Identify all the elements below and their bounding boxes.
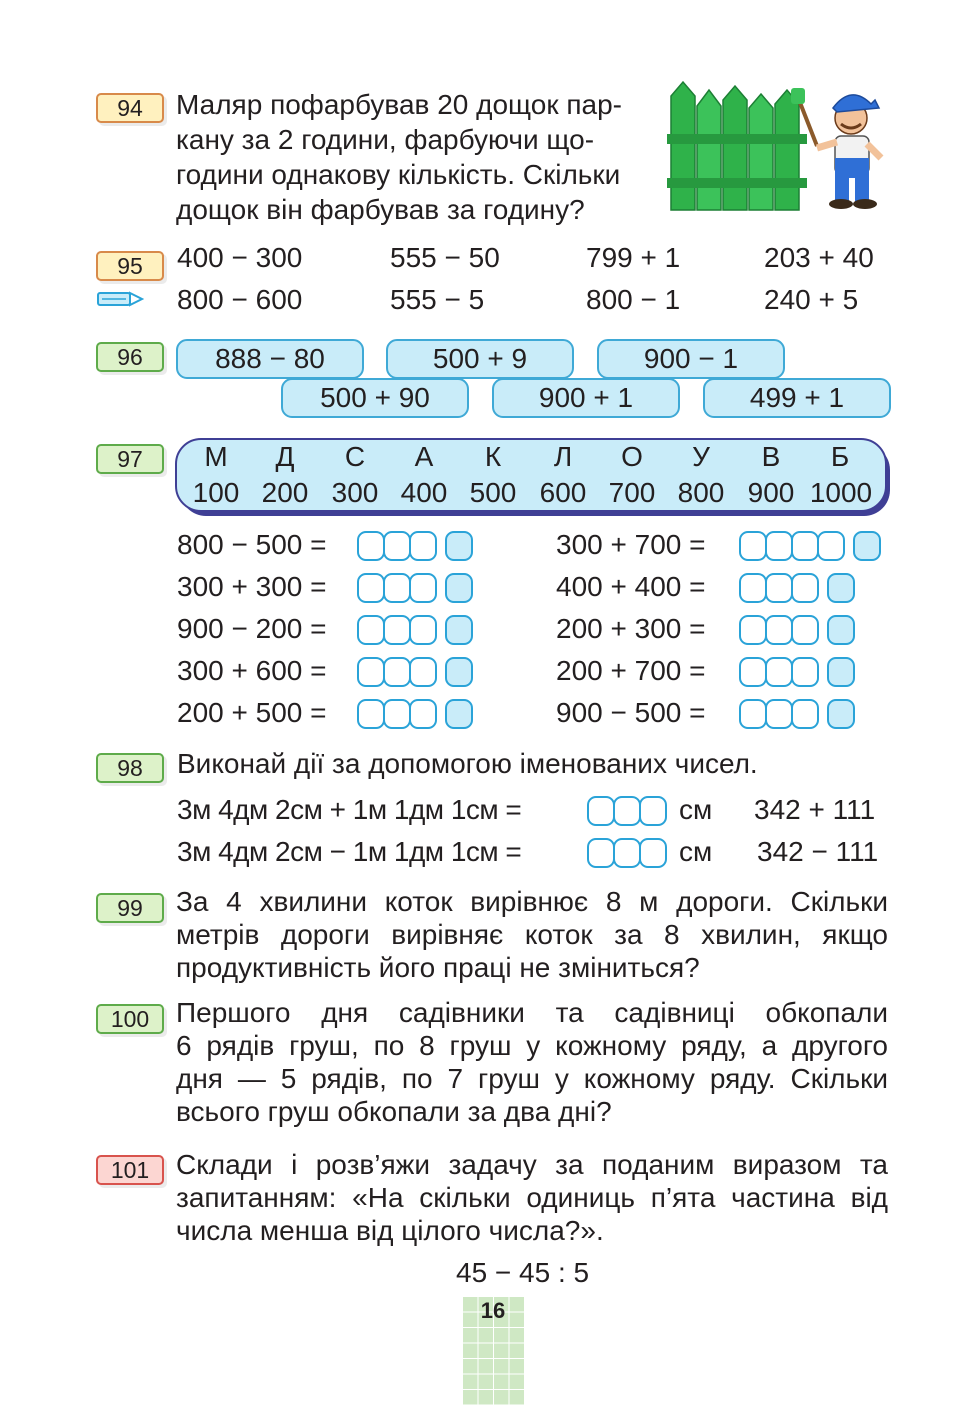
letter-cell[interactable]: [827, 615, 855, 645]
key-number: 900: [747, 477, 795, 508]
digit-cell[interactable]: [409, 615, 437, 645]
digit-cell[interactable]: [739, 699, 767, 729]
letter-cell[interactable]: [445, 573, 473, 603]
task-number-99: 99: [96, 893, 164, 923]
task-number-100: 100: [96, 1004, 164, 1034]
key-letter: Д: [275, 441, 295, 472]
digit-cell[interactable]: [817, 531, 845, 561]
equation-text: 300 + 600 =: [177, 655, 327, 686]
digit-cell[interactable]: [765, 699, 793, 729]
expression: 240 + 5: [764, 284, 859, 315]
digit-cell[interactable]: [765, 573, 793, 603]
answer-cells[interactable]: [357, 699, 473, 729]
task-101-line: числа менша від цілого числа?».: [176, 1215, 604, 1246]
expression-box: 888 − 80: [176, 339, 364, 379]
expression: 555 − 5: [390, 284, 485, 315]
equation-row: [177, 654, 326, 688]
expression: 800 − 1: [586, 284, 681, 315]
digit-cell[interactable]: [765, 615, 793, 645]
digit-cell[interactable]: [357, 615, 385, 645]
digit-cell[interactable]: [357, 699, 385, 729]
digit-cell[interactable]: [739, 531, 767, 561]
task-99-line: метрів дороги вирівняє коток за 8 хвилин, якщо: [176, 919, 888, 950]
expression: 800 − 600: [177, 284, 303, 315]
task-94-line: дощок він фарбував за годину?: [176, 194, 585, 225]
key-number: 400: [400, 477, 448, 508]
task-101-expression: 45 − 45 : 5: [456, 1257, 590, 1288]
task-94-line: кану за 2 години, фарбуючи що-: [176, 124, 595, 155]
painter-fence-illustration: [667, 78, 899, 212]
task-100-text: [176, 996, 888, 1128]
task-101-line: запитанням: «На скільки одиниць п’ята частина від: [176, 1182, 888, 1213]
task-number-98: 98: [96, 753, 164, 783]
digit-cell[interactable]: [639, 796, 667, 826]
equation-text: 200 + 500 =: [177, 697, 327, 728]
task-94-text: [176, 87, 646, 227]
digit-cell[interactable]: [639, 838, 667, 868]
key-letter: У: [692, 441, 710, 472]
task-number-101: 101: [96, 1155, 164, 1185]
expression: 555 − 50: [390, 242, 500, 273]
answer-cells[interactable]: [357, 615, 473, 645]
digit-cell[interactable]: [791, 573, 819, 603]
digit-cell[interactable]: [613, 796, 641, 826]
task-100-line: всього груш обкопали за два дні?: [176, 1096, 612, 1127]
equation-text: 900 − 500 =: [556, 697, 706, 728]
task-number-95: 95: [96, 251, 164, 281]
key-number: 600: [539, 477, 587, 508]
equation-row: [177, 696, 326, 730]
letter-cell[interactable]: [445, 615, 473, 645]
letter-cell[interactable]: [827, 699, 855, 729]
task-99-text: [176, 885, 888, 984]
key-number: 200: [261, 477, 309, 508]
key-number: 800: [677, 477, 725, 508]
task-99-line: продуктивність його праці не зміниться?: [176, 952, 700, 983]
task-number-96: 96: [96, 342, 164, 372]
answer-cells[interactable]: [357, 573, 473, 603]
expression-box: 499 + 1: [703, 378, 891, 418]
named-number-expression: 3м 4дм 2см + 1м 1дм 1см =: [177, 794, 522, 825]
digit-cell[interactable]: [409, 531, 437, 561]
digit-cell[interactable]: [765, 657, 793, 687]
equation-text: 200 + 700 =: [556, 655, 706, 686]
digit-cell[interactable]: [587, 838, 615, 868]
expression: 400 − 300: [177, 242, 303, 273]
task-94-line: години однакову кількість. Скільки: [176, 159, 621, 190]
key-number: 500: [469, 477, 517, 508]
task-number-97: 97: [96, 444, 164, 474]
key-letter: К: [484, 441, 502, 472]
equation-text: 900 − 200 =: [177, 613, 327, 644]
answer-cells[interactable]: [739, 531, 881, 561]
equation-row: [556, 612, 705, 646]
equation-text: 200 + 300 =: [556, 613, 706, 644]
equation-row: [556, 696, 705, 730]
digit-cell[interactable]: [791, 699, 819, 729]
key-letter: М: [204, 441, 228, 472]
digit-cell[interactable]: [409, 573, 437, 603]
task-94-line: Маляр пофарбував 20 дощок пар-: [176, 89, 622, 120]
equation-text: 300 + 700 =: [556, 529, 706, 560]
equation-text: 400 + 400 =: [556, 571, 706, 602]
answer-cells[interactable]: [357, 657, 473, 687]
task-101-text: [176, 1148, 888, 1247]
equation-row: [556, 528, 705, 562]
task-100-line: 6 рядів груш, по 8 груш у кожному ряду, а другого: [176, 1030, 888, 1061]
expression-box: 500 + 90: [281, 378, 469, 418]
unit-label: см: [679, 836, 713, 867]
equation-text: 300 + 300 =: [177, 571, 327, 602]
digit-cell[interactable]: [357, 657, 385, 687]
digit-cell[interactable]: [791, 657, 819, 687]
key-number: 100: [192, 477, 240, 508]
task-100-line: дня — 5 рядів, по 7 груш у кожному ряду. Скільки: [176, 1063, 888, 1094]
equation-row: [177, 570, 326, 604]
task-101-line: Склади і розв’яжи задачу за поданим виразом та: [176, 1149, 888, 1180]
digit-cell[interactable]: [409, 657, 437, 687]
letter-cell[interactable]: [445, 531, 473, 561]
key-letter: А: [414, 441, 434, 472]
task-99-line: За 4 хвилини коток вирівнює 8 м дороги. Скільки: [176, 886, 888, 917]
digit-cell[interactable]: [613, 838, 641, 868]
task-98-title: Виконай дії за допомогою іменованих чисел.: [177, 748, 758, 779]
check-expression: 342 + 111: [754, 794, 876, 825]
answer-cells[interactable]: [587, 838, 667, 868]
digit-cell[interactable]: [765, 531, 793, 561]
page-number: 16: [480, 1298, 506, 1323]
digit-cell[interactable]: [357, 531, 385, 561]
answer-cells[interactable]: [739, 657, 855, 687]
digit-cell[interactable]: [791, 531, 819, 561]
digit-cell[interactable]: [357, 573, 385, 603]
letter-cell[interactable]: [445, 657, 473, 687]
digit-cell[interactable]: [739, 657, 767, 687]
equation-row: [556, 654, 705, 688]
pencil-icon: [96, 290, 144, 308]
key-letter: В: [761, 441, 781, 472]
key-number: 300: [331, 477, 379, 508]
key-letter: Л: [553, 441, 573, 472]
expression: 203 + 40: [764, 242, 874, 273]
digit-cell[interactable]: [409, 699, 437, 729]
equation-row: [556, 570, 705, 604]
task-100-line: Першого дня садівники та садівниці обкопали: [176, 997, 888, 1028]
digit-cell[interactable]: [383, 699, 411, 729]
key-letter: О: [621, 441, 643, 472]
equation-text: 800 − 500 =: [177, 529, 327, 560]
equation-row: [177, 612, 326, 646]
key-number: 700: [608, 477, 656, 508]
expression-box: 500 + 9: [386, 339, 574, 379]
expression-box: 900 − 1: [597, 339, 785, 379]
answer-cells[interactable]: [739, 615, 855, 645]
equation-row: [177, 528, 326, 562]
expression-box: 900 + 1: [492, 378, 680, 418]
answer-cells[interactable]: [739, 699, 855, 729]
expression: 799 + 1: [586, 242, 681, 273]
digit-cell[interactable]: [383, 615, 411, 645]
letter-cell[interactable]: [827, 657, 855, 687]
digit-cell[interactable]: [383, 531, 411, 561]
digit-cell[interactable]: [791, 615, 819, 645]
check-expression: 342 − 111: [757, 836, 879, 867]
digit-cell[interactable]: [383, 657, 411, 687]
digit-cell[interactable]: [383, 573, 411, 603]
digit-cell[interactable]: [739, 573, 767, 603]
key-letter: Б: [830, 441, 850, 472]
letter-cell[interactable]: [853, 531, 881, 561]
letter-cell[interactable]: [827, 573, 855, 603]
answer-cells[interactable]: [739, 573, 855, 603]
digit-cell[interactable]: [587, 796, 615, 826]
digit-cell[interactable]: [739, 615, 767, 645]
unit-label: см: [679, 794, 713, 825]
letter-cell[interactable]: [445, 699, 473, 729]
key-number: 1000: [809, 477, 873, 508]
key-letter: С: [344, 441, 366, 472]
named-number-expression: 3м 4дм 2см − 1м 1дм 1см =: [177, 836, 522, 867]
answer-cells[interactable]: [587, 796, 667, 826]
answer-cells[interactable]: [357, 531, 473, 561]
task-number-94: 94: [96, 93, 164, 123]
